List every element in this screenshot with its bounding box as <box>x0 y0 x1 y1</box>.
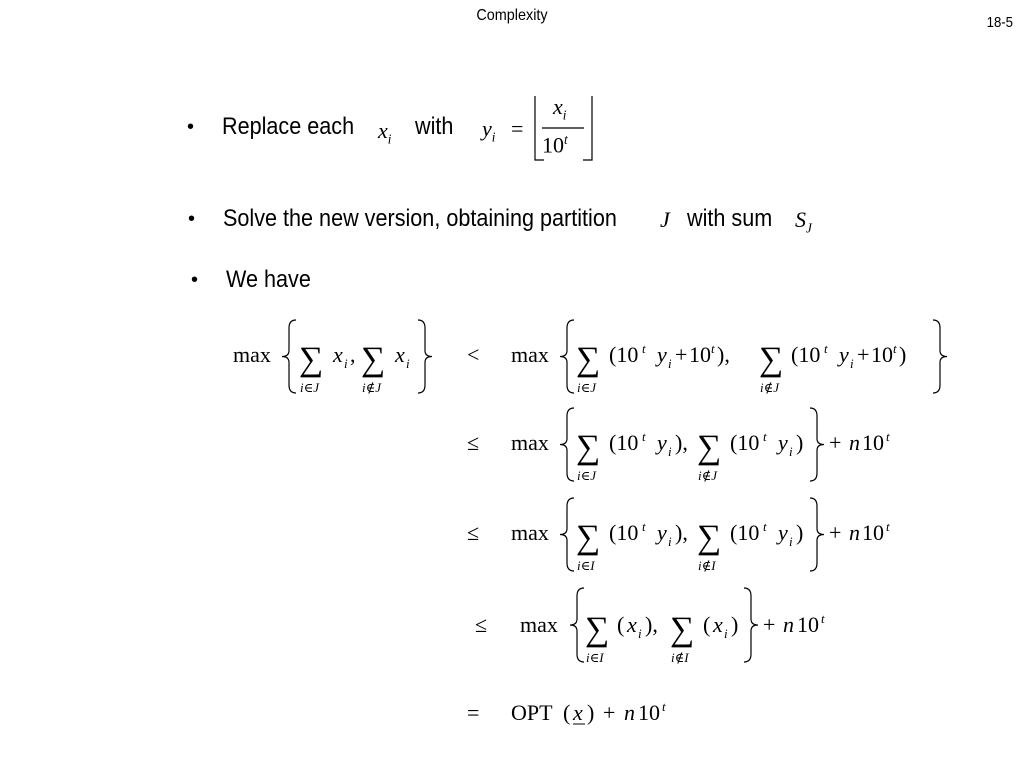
max-operator: max <box>233 342 271 367</box>
paren-open: ( <box>703 612 711 637</box>
left-brace <box>560 408 574 481</box>
bullet-var-x: $x_i$ <box>378 118 392 147</box>
var-y: y <box>839 342 849 367</box>
bullet-point: • <box>187 116 195 138</box>
paren-close: ) <box>587 700 595 725</box>
var-x: x <box>627 612 637 637</box>
sub-i: i <box>668 356 672 371</box>
sub-i: i <box>406 356 410 371</box>
page-number: 18-5 <box>986 14 1013 31</box>
sub-i: i <box>638 626 642 641</box>
paren-close: ), <box>645 612 658 637</box>
var-y: y <box>657 342 667 367</box>
formula-numerator: $x_i$ <box>553 94 567 123</box>
var-x: x <box>713 612 723 637</box>
summation-index: i∉I <box>698 558 716 573</box>
exp-t: t <box>662 699 666 714</box>
var-y: y <box>657 520 667 545</box>
left-brace <box>282 320 296 393</box>
paren-ten: (10 <box>609 520 639 545</box>
exp-t: t <box>886 519 890 534</box>
paren-close: ), <box>717 342 730 367</box>
var-y: y <box>778 520 788 545</box>
var-n: n <box>849 520 860 545</box>
summation-symbol: ∑ <box>670 611 695 648</box>
ten: 10 <box>862 520 884 545</box>
paren-ten: (10 <box>730 520 760 545</box>
paren-ten: (10 <box>609 430 639 455</box>
relation-lt: < <box>467 342 480 367</box>
exp-t: t <box>642 429 646 444</box>
summation-index: i∈I <box>577 558 595 573</box>
right-brace <box>933 320 947 393</box>
formula-denominator: 10$^t$ <box>542 132 568 158</box>
var-n: n <box>624 700 635 725</box>
summation-index: i∈J <box>300 380 320 395</box>
summation-symbol: ∑ <box>759 341 784 378</box>
summation-index: i∈I <box>586 650 604 665</box>
exp-t: t <box>763 429 767 444</box>
right-brace <box>810 498 824 571</box>
right-brace <box>744 588 758 662</box>
paren-ten: (10 <box>730 430 760 455</box>
relation-le: ≤ <box>475 612 488 637</box>
ten: 10 <box>797 612 819 637</box>
summation-symbol: ∑ <box>576 429 601 466</box>
exp-t: t <box>886 429 890 444</box>
bullet-text: Solve the new version, obtaining partition <box>223 205 617 232</box>
paren-close: ) <box>796 520 804 545</box>
summation-symbol: ∑ <box>697 429 722 466</box>
formula-equals: = <box>511 116 524 141</box>
left-brace <box>570 588 584 662</box>
exp-t: t <box>642 519 646 534</box>
var-J: J <box>660 207 670 232</box>
max-operator: max <box>520 612 558 637</box>
summation-symbol: ∑ <box>697 519 722 556</box>
right-brace <box>418 320 432 393</box>
exp-t: t <box>824 341 828 356</box>
var-n: n <box>783 612 794 637</box>
exp-t: t <box>821 611 825 626</box>
var-x: x <box>395 342 405 367</box>
plus-sign: + <box>603 700 616 725</box>
plus-sign: + <box>829 430 842 455</box>
summation-symbol: ∑ <box>361 341 386 378</box>
exp-t: t <box>642 341 646 356</box>
sub-i: i <box>668 444 672 459</box>
summation-symbol: ∑ <box>585 611 610 648</box>
bullet-point: • <box>191 269 199 291</box>
summation-symbol: ∑ <box>576 341 601 378</box>
paren-close: ), <box>675 430 688 455</box>
opt-label: OPT <box>511 700 553 725</box>
var-y: y <box>778 430 788 455</box>
exp-t: t <box>893 341 897 356</box>
summation-index: i∈J <box>577 380 597 395</box>
ten: 10 <box>638 700 660 725</box>
max-operator: max <box>511 520 549 545</box>
sub-i: i <box>789 534 793 549</box>
bullet-text: We have <box>226 266 311 293</box>
sub-i: i <box>668 534 672 549</box>
sub-i: i <box>724 626 728 641</box>
var-n: n <box>849 430 860 455</box>
paren-ten: (10 <box>609 342 639 367</box>
var-x-vector: x <box>573 700 583 725</box>
max-operator: max <box>511 342 549 367</box>
paren-open: ( <box>617 612 625 637</box>
ten: 10 <box>871 342 893 367</box>
formula-lhs: $y_i$ <box>482 116 496 145</box>
paren-close: ) <box>731 612 739 637</box>
ten: 10 <box>862 430 884 455</box>
paren-close: ), <box>675 520 688 545</box>
left-brace <box>560 320 574 393</box>
plus-sign: + <box>857 342 870 367</box>
ten: 10 <box>689 342 711 367</box>
bullet-point: • <box>188 208 196 230</box>
exp-t: t <box>763 519 767 534</box>
relation-le: ≤ <box>467 430 480 455</box>
plus-sign: + <box>763 612 776 637</box>
sub-i: i <box>344 356 348 371</box>
paren-close: ) <box>899 342 907 367</box>
summation-symbol: ∑ <box>576 519 601 556</box>
paren-open: ( <box>563 700 571 725</box>
comma: , <box>350 342 356 367</box>
left-brace <box>560 498 574 571</box>
summation-index: i∈J <box>577 468 597 483</box>
exp-t: t <box>711 341 715 356</box>
bullet-text: Replace each <box>222 113 355 140</box>
plus-sign: + <box>675 342 688 367</box>
paren-close: ) <box>796 430 804 455</box>
relation-eq: = <box>467 700 480 725</box>
right-brace <box>810 408 824 481</box>
sub-i: i <box>850 356 854 371</box>
summation-symbol: ∑ <box>299 341 324 378</box>
sub-i: i <box>789 444 793 459</box>
bullet-with-sum: with sum <box>687 205 773 232</box>
header-title: Complexity <box>476 7 548 24</box>
plus-sign: + <box>829 520 842 545</box>
summation-index: i∉I <box>671 650 689 665</box>
relation-le: ≤ <box>467 520 480 545</box>
summation-index: i∉J <box>698 468 718 483</box>
var-S-J: $S_J$ <box>795 207 812 236</box>
max-operator: max <box>511 430 549 455</box>
summation-index: i∉J <box>760 380 780 395</box>
var-y: y <box>657 430 667 455</box>
bullet-with: with <box>415 113 454 140</box>
var-x: x <box>333 342 343 367</box>
summation-index: i∉J <box>362 380 382 395</box>
paren-ten: (10 <box>791 342 821 367</box>
